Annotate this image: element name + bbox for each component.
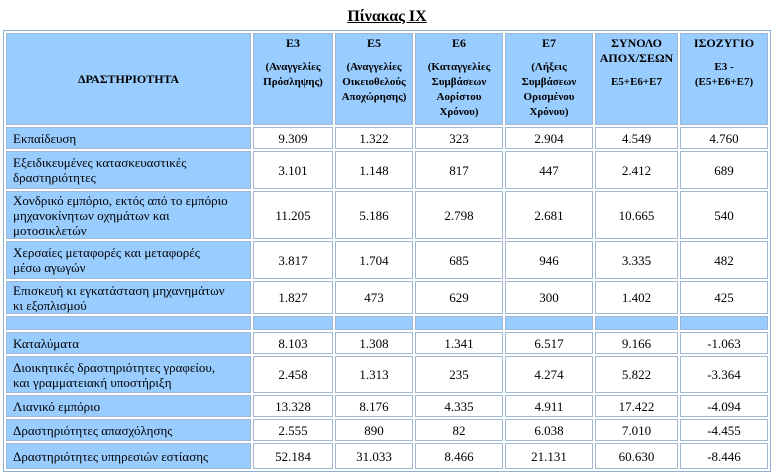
e5-value: 31.033	[335, 443, 413, 469]
balance-value: -4.455	[680, 419, 768, 441]
balance-value: 4.760	[680, 127, 768, 149]
total-departures-value: 60.630	[595, 443, 678, 469]
table-row	[6, 443, 768, 469]
total-departures-value: 1.402	[595, 281, 678, 314]
e3-value: 9.309	[253, 127, 333, 149]
e3-value: 3.101	[253, 151, 333, 189]
e6-value: 4.335	[415, 395, 503, 417]
header-e7-desc: (Λήξεις Συμβάσεων Ορισμένου Χρόνου)	[521, 61, 577, 118]
e5-value: 1.704	[335, 241, 413, 279]
e6-value: 2.798	[415, 191, 503, 239]
header-e3	[253, 33, 333, 125]
activity-cell: Δραστηριότητες απασχόλησης	[6, 419, 251, 441]
header-balance-formula: Ε3 - (Ε5+Ε6+Ε7)	[694, 61, 754, 88]
e5-value: 1.313	[335, 356, 413, 393]
table-row	[6, 395, 768, 417]
total-departures-value: 7.010	[595, 419, 678, 441]
e6-value: 235	[415, 356, 503, 393]
header-balance-title: ΙΣΟΖΥΓΙΟ	[693, 36, 755, 50]
total-departures-value: 9.166	[595, 332, 678, 354]
activity-cell: Χερσαίες μεταφορές και μεταφορές μέσω αγωγών	[6, 241, 251, 279]
e5-value: 1.322	[335, 127, 413, 149]
activity-cell: Καταλύματα	[6, 332, 251, 354]
activity-cell: Χονδρικό εμπόριο, εκτός από το εμπόριο μηχανοκίνητων οχημάτων και μοτοσικλετών	[6, 191, 251, 239]
activity-cell: Επισκευή κι εγκατάσταση μηχανημάτων κι εξοπλισμού	[6, 281, 251, 314]
separator-cell	[253, 316, 333, 330]
header-e5	[335, 33, 413, 125]
e7-value: 2.904	[505, 127, 593, 149]
e6-value: 8.466	[415, 443, 503, 469]
activity-cell: Διοικητικές δραστηριότητες γραφείου, και γραμματειακή υποστήριξη	[6, 356, 251, 393]
e7-value: 4.911	[505, 395, 593, 417]
header-row	[6, 33, 768, 125]
header-e5-code: Ε5	[366, 36, 381, 50]
table-row	[6, 419, 768, 441]
total-departures-value: 2.412	[595, 151, 678, 189]
e7-value: 4.274	[505, 356, 593, 393]
e3-value: 2.458	[253, 356, 333, 393]
balance-value: 689	[680, 151, 768, 189]
header-e6-code: Ε6	[451, 36, 466, 50]
e7-value: 300	[505, 281, 593, 314]
table-title-text: Πίνακας IX	[347, 8, 427, 25]
e3-value: 11.205	[253, 191, 333, 239]
header-e3-desc: (Αναγγελίες Πρόσληψης)	[263, 61, 323, 88]
e3-value: 3.817	[253, 241, 333, 279]
balance-value: 482	[680, 241, 768, 279]
e3-value: 1.827	[253, 281, 333, 314]
e5-value: 5.186	[335, 191, 413, 239]
table-row	[6, 332, 768, 354]
header-total-departures	[595, 33, 678, 125]
activity-cell: Δραστηριότητες υπηρεσιών εστίασης	[6, 443, 251, 469]
e3-value: 2.555	[253, 419, 333, 441]
separator-cell	[505, 316, 593, 330]
e7-value: 2.681	[505, 191, 593, 239]
total-departures-value: 10.665	[595, 191, 678, 239]
header-e6-desc: (Καταγγελίες Συμβάσεων Αορίστου Χρόνου)	[427, 61, 491, 118]
e6-value: 1.341	[415, 332, 503, 354]
total-departures-value: 3.335	[595, 241, 678, 279]
e6-value: 685	[415, 241, 503, 279]
e5-value: 890	[335, 419, 413, 441]
balance-value: -3.364	[680, 356, 768, 393]
separator-cell	[6, 316, 251, 330]
header-e7	[505, 33, 593, 125]
total-departures-value: 5.822	[595, 356, 678, 393]
e6-value: 82	[415, 419, 503, 441]
header-total-title: ΣΥΝΟΛΟ ΑΠΟΧ/ΣΕΩΝ	[599, 36, 674, 65]
e7-value: 6.038	[505, 419, 593, 441]
table-row	[6, 191, 768, 239]
e7-value: 447	[505, 151, 593, 189]
activity-cell: Λιανικό εμπόριο	[6, 395, 251, 417]
e7-value: 6.517	[505, 332, 593, 354]
table-row	[6, 127, 768, 149]
header-e5-desc: (Αναγγελίες Οικειοθελούς Αποχώρησης)	[341, 61, 407, 103]
header-e7-code: Ε7	[541, 36, 556, 50]
header-activity: ΔΡΑΣΤΗΡΙΟΤΗΤΑ	[6, 33, 251, 125]
e3-value: 8.103	[253, 332, 333, 354]
e7-value: 946	[505, 241, 593, 279]
separator-cell	[415, 316, 503, 330]
table-row	[6, 281, 768, 314]
table-title	[0, 0, 774, 30]
balance-value: -8.446	[680, 443, 768, 469]
header-balance	[680, 33, 768, 125]
table-row	[6, 241, 768, 279]
table-row	[6, 151, 768, 189]
e5-value: 473	[335, 281, 413, 314]
e3-value: 52.184	[253, 443, 333, 469]
e3-value: 13.328	[253, 395, 333, 417]
activity-cell: Εκπαίδευση	[6, 127, 251, 149]
e5-value: 1.148	[335, 151, 413, 189]
separator-cell	[335, 316, 413, 330]
activity-table	[3, 30, 771, 472]
header-e3-code: Ε3	[285, 36, 300, 50]
separator-cell	[680, 316, 768, 330]
total-departures-value: 4.549	[595, 127, 678, 149]
table-row	[6, 356, 768, 393]
e6-value: 323	[415, 127, 503, 149]
e6-value: 629	[415, 281, 503, 314]
balance-value: -4.094	[680, 395, 768, 417]
header-e6	[415, 33, 503, 125]
activity-cell: Εξειδικευμένες κατασκευαστικές δραστηριότητες	[6, 151, 251, 189]
balance-value: 540	[680, 191, 768, 239]
e5-value: 1.308	[335, 332, 413, 354]
total-departures-value: 17.422	[595, 395, 678, 417]
balance-value: -1.063	[680, 332, 768, 354]
separator-row	[6, 316, 768, 330]
separator-cell	[595, 316, 678, 330]
header-total-formula: Ε5+Ε6+Ε7	[610, 76, 663, 88]
e7-value: 21.131	[505, 443, 593, 469]
balance-value: 425	[680, 281, 768, 314]
e5-value: 8.176	[335, 395, 413, 417]
e6-value: 817	[415, 151, 503, 189]
